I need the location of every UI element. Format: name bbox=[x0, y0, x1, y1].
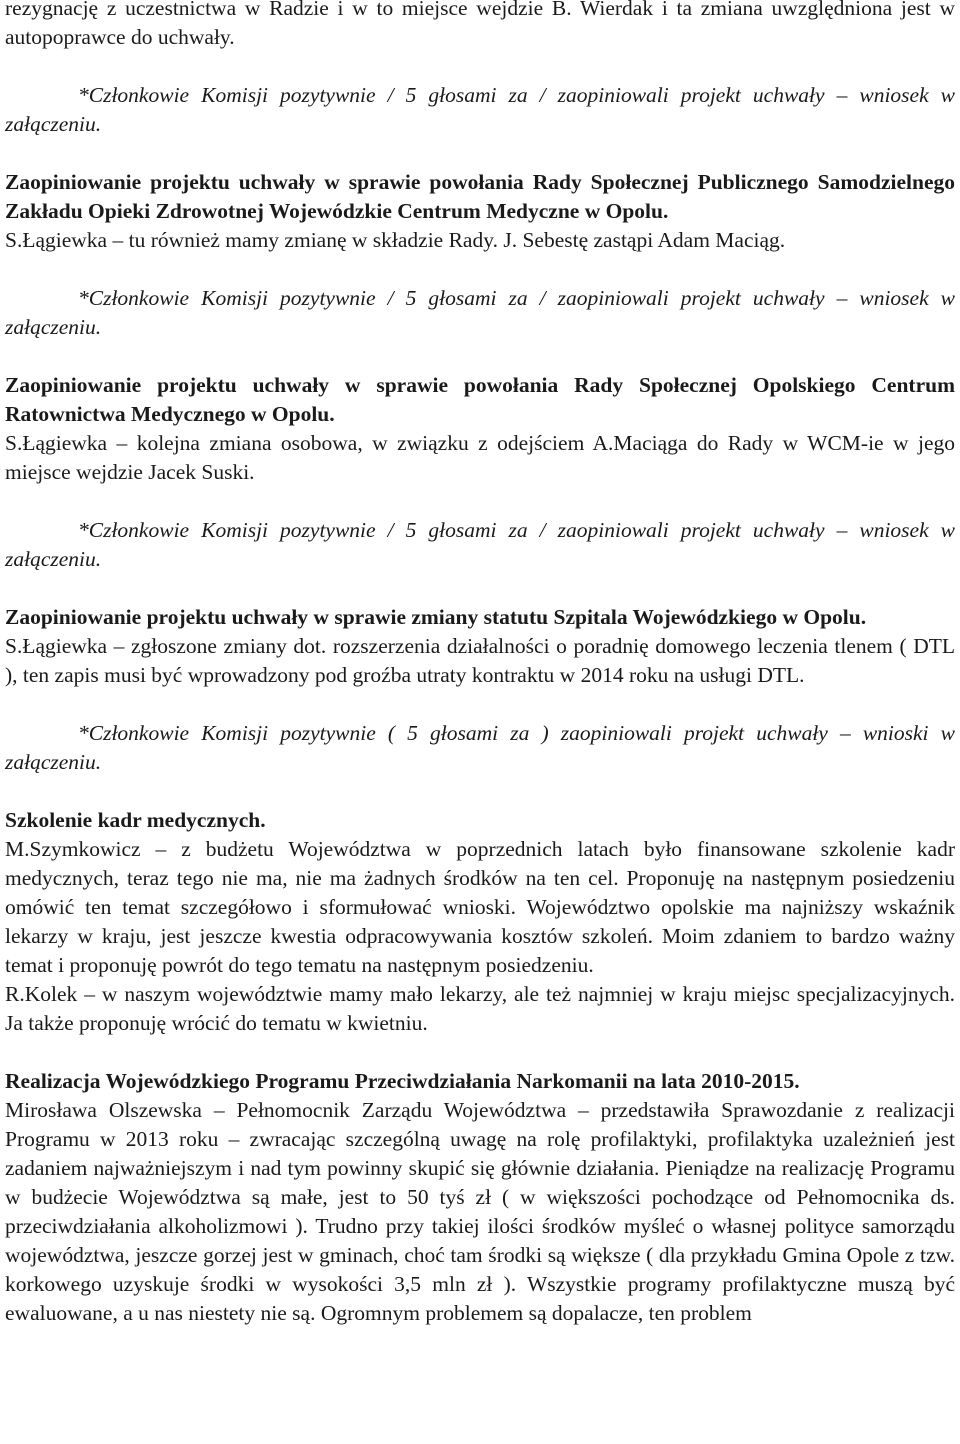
agenda-item-drug-program bbox=[5, 1067, 955, 1328]
agenda-discussion: S.Łągiewka – zgłoszone zmiany dot. rozszerzenia działalności o poradnię domowego leczenia tlenem ( DTL ), ten zapis musi być wprowadzony pod groźba utraty kontraktu w 2014 roku na usługi DTL. bbox=[5, 634, 955, 687]
commission-opinion-2: *Członkowie Komisji pozytywnie / 5 głosami za / zaopiniowali projekt uchwały – wniosek w załączeniu. bbox=[5, 286, 955, 339]
agenda-item-hospital-statute bbox=[5, 603, 955, 690]
agenda-discussion: R.Kolek – w naszym województwie mamy mało lekarzy, ale też najmniej w kraju miejsc specjalizacyjnych. Ja także proponuję wrócić do tematu w kwietniu. bbox=[5, 982, 955, 1035]
agenda-discussion: Mirosława Olszewska – Pełnomocnik Zarządu Województwa – przedstawiła Sprawozdanie z realizacji Programu w 2013 roku – zwracając szczególną uwagę na rolę profilaktyki, profilaktyka uzależnień jest zadaniem najważniejszym i nad tym powinny skupić się głównie działania. Pieniądze na realizację Programu w budżecie Województwa są małe, jest to 50 tyś zł ( w większości pochodzące od Pełnomocnika ds. przeciwdziałania alkoholizmowi ). Trudno przy takiej ilości środków myśleć o własnej polityce samorządu województwa, jeszcze gorzej jest w gminach, choć tam środki są większe ( dla przykładu Gmina Opole z tzw. korkowego uzyskuje środki w wysokości 3,5 mln zł ). Wszystkie programy profilaktyczne muszą być ewaluowane, a u nas niestety nie są. Ogromnym problemem są dopalacze, ten problem bbox=[5, 1098, 955, 1325]
agenda-heading: Zaopiniowanie projektu uchwały w sprawie powołania Rady Społecznej Publicznego Samodzielnego Zakładu Opieki Zdrowotnej Wojewódzkie Centrum Medyczne w Opolu. bbox=[5, 170, 955, 223]
commission-opinion-4: *Członkowie Komisji pozytywnie ( 5 głosami za ) zaopiniowali projekt uchwały – wnioski w załączeniu. bbox=[5, 721, 955, 774]
agenda-heading: Szkolenie kadr medycznych. bbox=[5, 808, 266, 832]
document-page bbox=[5, 0, 955, 1328]
agenda-item-ocrm-council bbox=[5, 371, 955, 487]
agenda-discussion: M.Szymkowicz – z budżetu Województwa w poprzednich latach było finansowane szkolenie kadr medycznych, teraz tego nie ma, nie ma żadnych środków na ten cel. Proponuję na następnym posiedzeniu omówić ten temat szczegółowo i sformułować wnioski. Województwo opolskie ma najniższy wskaźnik lekarzy w kraju, jest jeszcze kwestia odpracowywania kosztów szkoleń. Moim zdaniem to bardzo ważny temat i proponuję powrót do tego tematu na następnym posiedzeniu. bbox=[5, 837, 955, 977]
agenda-item-ciemed-council bbox=[5, 168, 955, 255]
paragraph-continuation: rezygnację z uczestnictwa w Radzie i w to miejsce wejdzie B. Wierdak i ta zmiana uwzględniona jest w autopoprawce do uchwały. bbox=[5, 0, 955, 49]
agenda-discussion: S.Łągiewka – kolejna zmiana osobowa, w związku z odejściem A.Maciąga do Rady w WCM-ie w jego miejsce wejdzie Jacek Suski. bbox=[5, 431, 955, 484]
agenda-heading: Zaopiniowanie projektu uchwały w sprawie zmiany statutu Szpitala Wojewódzkiego w Opolu. bbox=[5, 605, 867, 629]
agenda-discussion: S.Łągiewka – tu również mamy zmianę w składzie Rady. J. Sebestę zastąpi Adam Maciąg. bbox=[5, 228, 786, 252]
commission-opinion-1: *Członkowie Komisji pozytywnie / 5 głosami za / zaopiniowali projekt uchwały – wniosek w załączeniu. bbox=[5, 83, 955, 136]
agenda-item-medical-training bbox=[5, 806, 955, 1038]
agenda-heading: Zaopiniowanie projektu uchwały w sprawie powołania Rady Społecznej Opolskiego Centrum Ratownictwa Medycznego w Opolu. bbox=[5, 373, 955, 426]
agenda-heading: Realizacja Wojewódzkiego Programu Przeciwdziałania Narkomanii na lata 2010-2015. bbox=[5, 1069, 800, 1093]
commission-opinion-3: *Członkowie Komisji pozytywnie / 5 głosami za / zaopiniowali projekt uchwały – wniosek w załączeniu. bbox=[5, 518, 955, 571]
